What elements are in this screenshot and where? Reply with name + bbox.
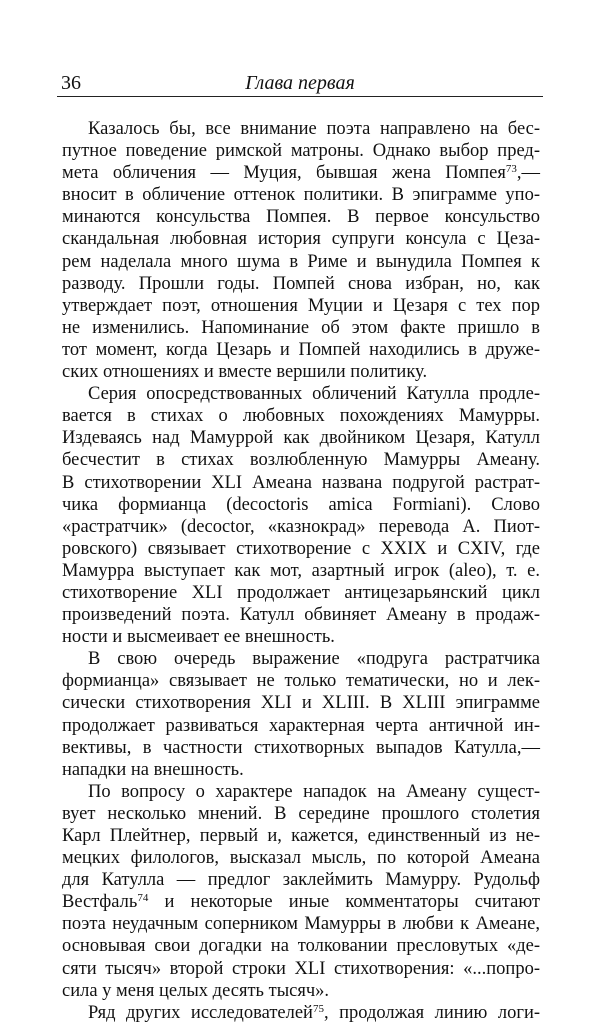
text-line — [62, 670, 540, 692]
line-text: чика формианца (decoctoris amica Formiani). Слово — [62, 494, 540, 515]
line-text: Ряд других исследователей — [88, 1002, 313, 1023]
text-line — [62, 405, 540, 427]
line-text: бесчестит в стихах возлюбленную Мамурры Амеану. — [62, 450, 540, 471]
line-text-tail: , продолжая линию логи- — [323, 1002, 540, 1023]
text-line — [62, 692, 540, 714]
line-text: нападки на внешность. — [62, 759, 244, 780]
text-line — [62, 891, 540, 913]
text-line — [62, 494, 540, 516]
text-line — [62, 626, 540, 648]
line-text: основывая свои догадки на толковании пресловутых «де- — [62, 936, 540, 957]
line-text: рем наделала много шума в Риме и вынудила Помпея к — [62, 251, 540, 272]
text-line — [62, 427, 540, 449]
text-line — [62, 140, 540, 162]
text-line — [62, 715, 540, 737]
text-line — [62, 803, 540, 825]
line-text: сяти тысяч» второй строки XLI стихотворения: «...попро- — [62, 958, 540, 979]
line-text: вует несколько мнений. В середине прошлого столетия — [62, 803, 540, 824]
line-text: формианца» связывает не только тематически, но и лек- — [62, 671, 540, 692]
line-text: Мамурра выступает как мот, азартный игрок (aleo), т. е. — [62, 560, 540, 581]
line-text: В свою очередь выражение «подруга растратчика — [88, 649, 540, 670]
line-text: По вопросу о характере нападок на Амеану сущест- — [88, 781, 540, 802]
text-line — [62, 339, 540, 361]
line-text-tail: и некоторые иные комментаторы считают — [148, 892, 540, 913]
line-text: вносит в обличение оттенок политики. В эпиграмме упо- — [62, 185, 540, 206]
text-line — [62, 273, 540, 295]
line-text: мецких филологов, высказал мысль, по которой Амеана — [62, 848, 540, 869]
page-header — [57, 72, 543, 97]
line-text: продолжает развиваться характерная черта античной ин- — [62, 715, 540, 736]
text-line — [62, 383, 540, 405]
line-text: скандальная любовная история супруги консула с Цеза- — [62, 229, 540, 250]
footnote-ref: 75 — [312, 1002, 324, 1015]
body-text — [62, 118, 540, 1024]
text-line — [62, 317, 540, 339]
line-text: В стихотворении XLI Амеана названа подругой растрат- — [62, 472, 540, 493]
line-text: утверждает поэт, отношения Муции и Цезаря с тех пор — [62, 295, 540, 316]
text-line — [62, 737, 540, 759]
line-text: Карл Плейтнер, первый и, кажется, единственный из не- — [62, 826, 540, 846]
line-text: ских отношениях и вместе вершили политику. — [62, 362, 428, 383]
line-text: вективы, в частности стихотворных выпадов Катулла,— — [62, 737, 540, 758]
text-line — [62, 251, 540, 273]
text-line — [62, 958, 540, 980]
line-text: Казалось бы, все внимание поэта направлено на бес- — [88, 119, 540, 139]
line-text: для Катулла — предлог заклеймить Мамурру. Рудольф — [62, 870, 540, 891]
text-line — [62, 516, 540, 538]
text-line — [62, 472, 540, 494]
line-text: Издеваясь над Мамуррой как двойником Цезаря, Катулл — [62, 428, 540, 449]
text-line — [62, 648, 540, 670]
text-line — [62, 228, 540, 250]
text-line — [62, 582, 540, 604]
line-text: минаются консульства Помпея. В первое консульство — [62, 207, 540, 228]
line-text: Вестфаль — [62, 892, 138, 913]
text-line — [62, 781, 540, 803]
text-line — [62, 538, 540, 560]
text-line — [62, 759, 540, 781]
text-line — [62, 980, 540, 1002]
line-text: произведений поэта. Катулл обвиняет Амеану в продаж- — [62, 605, 540, 626]
text-line — [62, 449, 540, 471]
text-line — [62, 913, 540, 935]
text-line — [62, 604, 540, 626]
line-text: тот момент, когда Цезарь и Помпей находились в друже- — [62, 339, 540, 360]
line-text: стихотворение XLI продолжает антицезарьянский цикл — [62, 582, 540, 603]
text-line — [62, 361, 540, 383]
line-text: ности и высмеивает ее внешность. — [62, 627, 335, 648]
text-line — [62, 560, 540, 582]
text-line — [62, 206, 540, 228]
footnote-ref: 74 — [137, 892, 149, 905]
text-line — [62, 295, 540, 317]
text-line — [62, 825, 540, 847]
line-text: разводу. Прошли годы. Помпей снова избран, но, как — [62, 273, 540, 294]
line-text: «растратчик» (decoctor, «казнокрад» перевода А. Пиот- — [62, 516, 540, 537]
line-text: Серия опосредствованных обличений Катулла продле- — [88, 384, 540, 405]
text-line — [62, 184, 540, 206]
line-text: не изменились. Напоминание об этом факте пришло в — [62, 317, 540, 338]
page-number: 36 — [61, 72, 81, 94]
line-text-tail: ,— — [516, 163, 540, 184]
line-text: сически стихотворения XLI и XLIII. В XLIII эпиграмме — [62, 693, 540, 714]
text-line — [62, 162, 540, 184]
text-line — [62, 118, 540, 140]
line-text: поэта неудачным соперником Мамурры в любви к Амеане, — [62, 914, 540, 935]
running-title: Глава первая — [245, 72, 355, 94]
text-line — [62, 869, 540, 891]
line-text: сила у меня целых десять тысяч». — [62, 980, 330, 1001]
line-text: ровского) связывает стихотворение с XXIX и CXIV, где — [62, 538, 540, 559]
line-text: вается в стихах о любовных похождениях Мамурры. — [62, 406, 540, 427]
line-text: мета обличения — Муция, бывшая жена Помпея — [62, 163, 506, 184]
text-line — [62, 847, 540, 869]
text-line — [62, 1002, 540, 1024]
footnote-ref: 73 — [505, 163, 517, 176]
line-text: путное поведение римской матроны. Однако выбор пред- — [62, 141, 540, 162]
